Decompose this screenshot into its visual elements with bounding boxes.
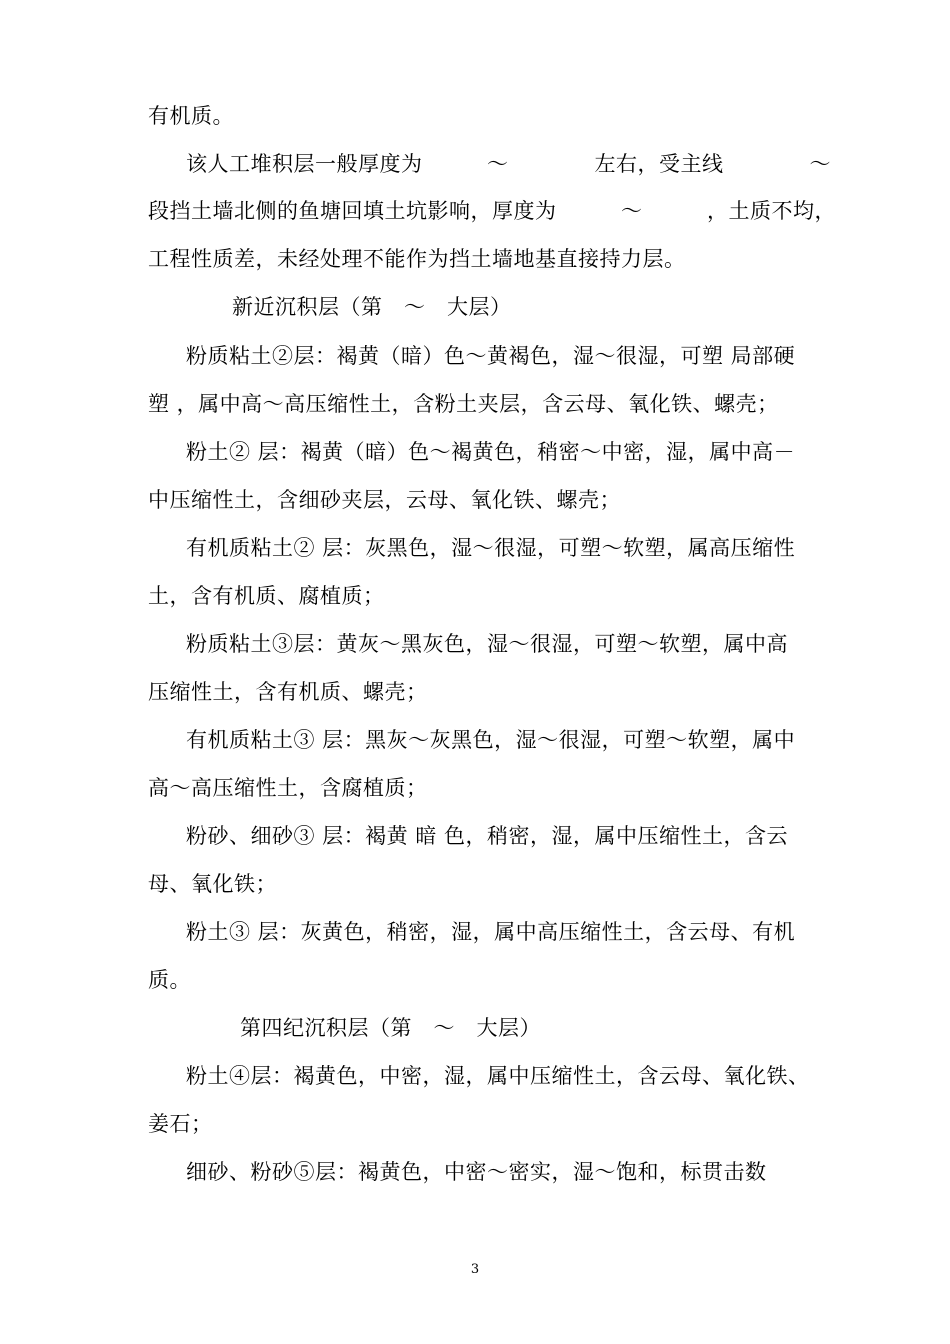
paragraph-line: 细砂、粉砂⑤层：褐黄色，中密～密实，湿～饱和，标贯击数 <box>186 1160 767 1184</box>
paragraph-line: 母、氧化铁； <box>148 872 277 896</box>
paragraph-line: 姜石； <box>148 1112 213 1136</box>
paragraph-line: 压缩性土，含有机质、螺壳； <box>148 680 428 704</box>
paragraph-line: 质。 <box>148 968 191 992</box>
paragraph-line: 土，含有机质、腐植质； <box>148 584 385 608</box>
paragraph-line: 工程性质差，未经处理不能作为挡土墙地基直接持力层。 <box>148 247 686 271</box>
paragraph-line: 粉土② 层：褐黄（暗）色～褐黄色，稍密～中密，湿，属中高－ <box>186 440 796 464</box>
paragraph-line: 中压缩性土，含细砂夹层，云母、氧化铁、螺壳； <box>148 488 621 512</box>
paragraph-line: 粉土④层：褐黄色，中密，湿，属中压缩性土，含云母、氧化铁、 <box>186 1064 810 1088</box>
paragraph-line: 粉质粘土③层：黄灰～黑灰色，湿～很湿，可塑～软塑，属中高 <box>186 632 788 656</box>
section-heading: 新近沉积层（第 ～ 大层） <box>232 295 512 319</box>
paragraph-line: 粉砂、细砂③ 层：褐黄 暗 色，稍密，湿，属中压缩性土，含云 <box>186 824 789 848</box>
paragraph-line: 粉土③ 层：灰黄色，稍密，湿，属中高压缩性土，含云母、有机 <box>186 920 796 944</box>
paragraph-line: 塑 ，属中高～高压缩性土，含粉土夹层，含云母、氧化铁、螺壳； <box>148 392 779 416</box>
paragraph-line: 粉质粘土②层：褐黄（暗）色～黄褐色，湿～很湿，可塑 局部硬 <box>186 344 796 368</box>
paragraph-line: 有机质粘土② 层：灰黑色，湿～很湿，可塑～软塑，属高压缩性 <box>186 536 796 560</box>
paragraph-line: 有机质。 <box>148 104 234 128</box>
paragraph-line: 段挡土墙北侧的鱼塘回填土坑影响，厚度为 ～ ，土质不均， <box>148 199 836 223</box>
page-number: 3 <box>470 1262 480 1277</box>
paragraph-line: 高～高压缩性土，含腐植质； <box>148 776 428 800</box>
paragraph-line: 该人工堆积层一般厚度为 ～ 左右，受主线 ～ <box>186 152 831 176</box>
section-heading: 第四纪沉积层（第 ～ 大层） <box>240 1016 541 1040</box>
paragraph-line: 有机质粘土③ 层：黑灰～灰黑色，湿～很湿，可塑～软塑，属中 <box>186 728 796 752</box>
